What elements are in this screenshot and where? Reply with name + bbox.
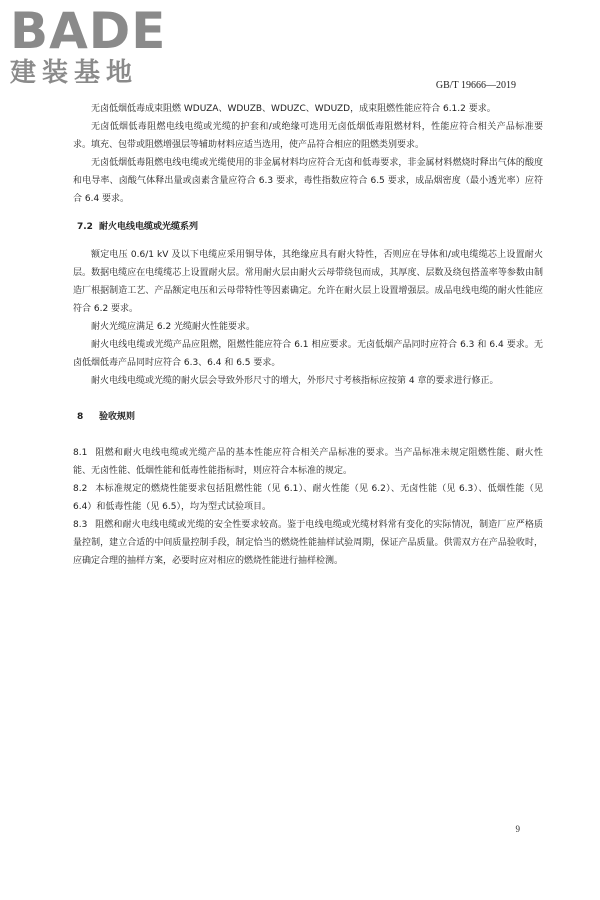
clause-number: 8.1 bbox=[73, 448, 88, 458]
clause-text: 阻燃和耐火电线电缆或光缆产品的基本性能应符合相关产品标准的要求。当产品标准未规定阻燃性能、耐火性能、无卤性能、低烟性能和低毒性能指标时，则应符合本标准的规定。 bbox=[73, 448, 543, 476]
clause-8-2 bbox=[73, 480, 543, 516]
paragraph-dimension-correction: 耐火电线电缆或光缆的耐火层会导致外形尺寸的增大，外形尺寸考核指标应按第 4 章的要求进行修正。 bbox=[91, 376, 499, 386]
clause-text: 阻燃和耐火电线电缆或光缆的安全性要求较高。鉴于电线电缆或光缆材料常有变化的实际情况，制造厂应严格质量控制，建立合适的中间质量控制手段，制定恰当的燃烧性能抽样试验周期，保证产品质量。供需双方在产品验收时，应确定合理的抽样方案，必要时应对相应的燃烧性能进行抽样检测。 bbox=[73, 520, 543, 566]
paragraph-fire-resistant-optical: 耐火光缆应满足 6.2 光缆耐火性能要求。 bbox=[91, 322, 256, 332]
logo-subtitle: 建装基地 bbox=[10, 58, 139, 88]
clause-number: 8.3 bbox=[73, 520, 88, 530]
section-number: 8 bbox=[77, 412, 84, 422]
paragraph-continuation: 无卤低烟低毒成束阻燃 WDUZA、WDUZB、WDUZC、WDUZD，成束阻燃性能应符合 6.1.2 要求。 bbox=[91, 104, 496, 114]
logo-wordmark: BADE bbox=[10, 2, 167, 60]
section-8-heading bbox=[73, 408, 543, 426]
paragraph-nonmetal-requirements: 无卤低烟低毒阻燃电线电缆或光缆使用的非金属材料均应符合无卤和低毒要求，非金属材料燃烧时释出气体的酸度和电导率、卤酸气体释出量或卤素含量应符合 6.3 要求，毒性指数应符合 6.5 要求，成品烟密度（最小透光率）应符合 6.4 要求。 bbox=[73, 158, 543, 204]
section-title: 耐火电线电缆或光缆系列 bbox=[99, 222, 199, 232]
clause-8-3 bbox=[73, 516, 543, 570]
clause-8-1 bbox=[73, 444, 543, 480]
paragraph-fire-resistant-cable: 额定电压 0.6/1 kV 及以下电缆应采用铜导体，其绝缘应具有耐火特性，否则应在导体和/或电缆缆芯上设置耐火层。数据电缆应在电缆缆芯上设置耐火层。常用耐火层由耐火云母带绕包而成，其厚度、层数及绕包搭盖率等参数由制造厂根据制造工艺、产品额定电压和云母带特性等因素确定。允许在耐火层上设置增强层。成品电线电缆的耐火性能应符合 6.2 要求。 bbox=[73, 250, 543, 314]
section-number: 7.2 bbox=[77, 222, 93, 232]
standard-code: GB/T 19666—2019 bbox=[435, 80, 516, 91]
section-title: 验收规则 bbox=[99, 412, 136, 422]
page-body bbox=[73, 100, 543, 570]
paragraph-flame-retardant-requirements: 耐火电线电缆或光缆产品应阻燃，阻燃性能应符合 6.1 相应要求。无卤低烟产品同时应符合 6.3 和 6.4 要求。无卤低烟低毒产品同时应符合 6.3、6.4 和 6.5 要求。 bbox=[73, 340, 543, 368]
page-number: 9 bbox=[515, 824, 520, 834]
brand-logo bbox=[10, 2, 190, 88]
clause-text: 本标准规定的燃烧性能要求包括阻燃性能（见 6.1）、耐火性能（见 6.2）、无卤性能（见 6.3）、低烟性能（见 6.4）和低毒性能（见 6.5），均为型式试验项目。 bbox=[73, 484, 543, 512]
section-7-2-heading bbox=[73, 218, 543, 236]
paragraph-halogen-free-materials: 无卤低烟低毒阻燃电线电缆或光缆的护套和/或绝缘可选用无卤低烟低毒阻燃材料，性能应符合相关产品标准要求。填充、包带或阻燃增强层等辅助材料应适当选用，使产品符合相应的阻燃类别要求。 bbox=[73, 122, 543, 150]
clause-number: 8.2 bbox=[73, 484, 88, 494]
